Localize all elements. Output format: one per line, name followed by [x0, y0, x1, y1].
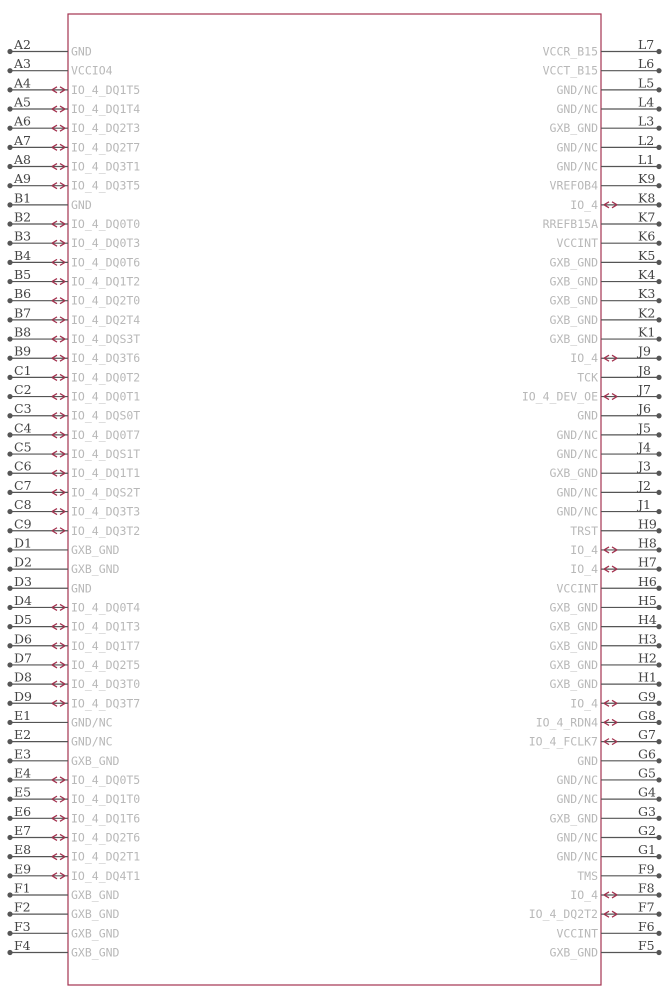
pin-endpoint-dot — [7, 49, 12, 54]
pin-number: H8 — [638, 535, 657, 551]
pin-number: B8 — [14, 324, 32, 340]
pin-name: IO_4_DQ1T2 — [71, 274, 141, 289]
pin-endpoint-dot — [656, 605, 661, 610]
pin-number: B6 — [14, 286, 32, 302]
left-pin-group — [7, 37, 140, 959]
pin-endpoint-dot — [7, 873, 12, 878]
pin-name: IO_4_DQ3T5 — [71, 178, 141, 193]
pin-name: TMS — [577, 868, 598, 883]
pin-endpoint-dot — [656, 682, 661, 687]
pin-endpoint-dot — [656, 356, 661, 361]
pin-number: E4 — [14, 765, 32, 781]
pin-name: TRST — [570, 523, 598, 538]
pin-name: IO_4_DQ3T1 — [71, 159, 141, 174]
pin-number: F2 — [14, 899, 31, 915]
pin-number: D1 — [14, 535, 32, 551]
pin-name: IO_4_DQ2T1 — [71, 849, 141, 864]
pin-name: IO_4_DQ0T7 — [71, 427, 141, 442]
right-pin-group — [522, 37, 662, 959]
pin-endpoint-dot — [7, 279, 12, 284]
pin-endpoint-dot — [7, 471, 12, 476]
pin-endpoint-dot — [656, 298, 661, 303]
pin-name: GXB_GND — [549, 312, 598, 327]
pin-name: IO_4_DQ2T0 — [71, 293, 141, 308]
pin-number: A6 — [14, 113, 31, 129]
pin-name: GXB_GND — [71, 907, 120, 922]
pin-number: A5 — [14, 94, 31, 110]
pin-number: G9 — [638, 688, 656, 704]
pin-endpoint-dot — [656, 528, 661, 533]
pin-endpoint-dot — [656, 432, 661, 437]
pin-name: IO_4 — [570, 562, 598, 577]
pin-name: IO_4 — [570, 696, 598, 711]
pin-number: L3 — [638, 113, 655, 129]
pin-name: GND/NC — [556, 140, 598, 155]
pin-endpoint-dot — [656, 394, 661, 399]
pin-number: E8 — [14, 842, 32, 858]
pin-number: D6 — [14, 631, 32, 647]
pin-number: A9 — [14, 171, 31, 187]
pin-number: B9 — [14, 343, 32, 359]
pin-number: D2 — [14, 554, 32, 570]
pin-name: GND/NC — [556, 792, 598, 807]
pin-endpoint-dot — [7, 950, 12, 955]
pin-endpoint-dot — [7, 605, 12, 610]
pin-name: IO_4 — [570, 887, 598, 902]
pin-name: GXB_GND — [549, 274, 598, 289]
pin-name: VREFOB4 — [549, 178, 598, 193]
pin-endpoint-dot — [656, 720, 661, 725]
pin-endpoint-dot — [656, 126, 661, 131]
pin-endpoint-dot — [7, 701, 12, 706]
pin-endpoint-dot — [656, 835, 661, 840]
pin-name: IO_4_DQ1T1 — [71, 466, 141, 481]
pin-name: VCCIO4 — [71, 63, 113, 78]
pin-number: L1 — [638, 152, 655, 168]
pin-name: GND/NC — [556, 102, 598, 117]
pin-endpoint-dot — [656, 221, 661, 226]
pin-endpoint-dot — [7, 317, 12, 322]
pin-endpoint-dot — [656, 624, 661, 629]
pin-number: G7 — [638, 727, 656, 743]
pin-number: H4 — [638, 612, 657, 628]
pin-endpoint-dot — [7, 586, 12, 591]
pin-number: F1 — [14, 880, 31, 896]
pin-name: VCCINT — [556, 236, 598, 251]
pin-number: G3 — [638, 803, 656, 819]
pin-endpoint-dot — [656, 950, 661, 955]
pin-number: J1 — [638, 497, 651, 513]
pin-number: E1 — [14, 707, 32, 723]
pin-number: C2 — [14, 382, 32, 398]
pin-name: IO_4 — [570, 197, 598, 212]
pin-number: F9 — [638, 861, 655, 877]
pin-name: GXB_GND — [71, 562, 120, 577]
pin-name: IO_4_DQS2T — [71, 485, 141, 500]
pin-number: G6 — [638, 746, 656, 762]
pin-number: B5 — [14, 267, 32, 283]
pin-name: IO_4_DQ3T0 — [71, 677, 141, 692]
pin-number: E3 — [14, 746, 32, 762]
pin-endpoint-dot — [7, 566, 12, 571]
pin-number: C3 — [14, 401, 32, 417]
pin-name: GND/NC — [556, 485, 598, 500]
pin-number: F8 — [638, 880, 655, 896]
pin-endpoint-dot — [656, 68, 661, 73]
pin-endpoint-dot — [7, 106, 12, 111]
pin-endpoint-dot — [656, 758, 661, 763]
pin-name: IO_4_DQ3T3 — [71, 504, 141, 519]
pin-name: IO_4_DQ1T3 — [71, 619, 141, 634]
pin-endpoint-dot — [656, 336, 661, 341]
pin-number: F4 — [14, 937, 31, 953]
pin-number: J4 — [638, 439, 651, 455]
pin-name: GXB_GND — [549, 657, 598, 672]
pin-number: L4 — [638, 94, 655, 110]
pin-name: IO_4_DQ0T3 — [71, 236, 141, 251]
pin-endpoint-dot — [7, 145, 12, 150]
pin-number: A4 — [14, 75, 31, 91]
pin-endpoint-dot — [656, 260, 661, 265]
pin-endpoint-dot — [7, 624, 12, 629]
pin-name: GXB_GND — [549, 332, 598, 347]
pin-endpoint-dot — [656, 49, 661, 54]
pin-endpoint-dot — [7, 758, 12, 763]
component-body — [68, 14, 601, 985]
pin-name: GXB_GND — [71, 542, 120, 557]
pin-number: C6 — [14, 458, 32, 474]
pin-number: K9 — [638, 171, 656, 187]
pin-endpoint-dot — [656, 317, 661, 322]
pin-number: C7 — [14, 477, 32, 493]
pin-name: GXB_GND — [549, 121, 598, 136]
pin-endpoint-dot — [656, 662, 661, 667]
pin-name: IO_4_DQ0T0 — [71, 217, 141, 232]
pin-endpoint-dot — [656, 854, 661, 859]
pin-name: VCCINT — [556, 581, 598, 596]
pin-endpoint-dot — [656, 471, 661, 476]
pin-number: B4 — [14, 247, 32, 263]
pin-number: K3 — [638, 286, 656, 302]
pin-number: F7 — [638, 899, 655, 915]
pin-endpoint-dot — [7, 298, 12, 303]
pin-endpoint-dot — [656, 873, 661, 878]
pin-name: GND/NC — [556, 849, 598, 864]
pin-name: GND — [577, 753, 598, 768]
pin-name: GND/NC — [556, 427, 598, 442]
pin-endpoint-dot — [656, 241, 661, 246]
pin-number: K5 — [638, 247, 656, 263]
pin-number: G2 — [638, 822, 656, 838]
pin-endpoint-dot — [656, 451, 661, 456]
pin-name: GXB_GND — [549, 293, 598, 308]
pin-number: L6 — [638, 56, 655, 72]
pin-endpoint-dot — [7, 432, 12, 437]
pin-endpoint-dot — [7, 720, 12, 725]
pin-name: GND/NC — [556, 772, 598, 787]
pin-name: IO_4_DQ2T5 — [71, 657, 141, 672]
pin-number: G1 — [638, 842, 656, 858]
pin-name: IO_4_DQ2T3 — [71, 121, 141, 136]
pin-name: IO_4_DQ0T6 — [71, 255, 141, 270]
pin-name: GND — [71, 197, 92, 212]
pin-number: B3 — [14, 228, 32, 244]
pin-name: IO_4_DQ0T5 — [71, 772, 141, 787]
pin-name: GXB_GND — [549, 600, 598, 615]
pin-name: GND — [577, 408, 598, 423]
pin-endpoint-dot — [7, 892, 12, 897]
pin-number: G8 — [638, 707, 656, 723]
pin-name: IO_4_DQS1T — [71, 447, 141, 462]
pin-number: K1 — [638, 324, 656, 340]
pin-name: IO_4_DQ3T2 — [71, 523, 141, 538]
pin-endpoint-dot — [7, 260, 12, 265]
pin-endpoint-dot — [7, 547, 12, 552]
pin-number: C8 — [14, 497, 32, 513]
pin-name: GXB_GND — [549, 945, 598, 960]
pin-number: J2 — [638, 477, 651, 493]
pin-number: L7 — [638, 37, 655, 52]
pin-number: D3 — [14, 573, 32, 589]
pin-number: B1 — [14, 190, 32, 206]
pin-number: D7 — [14, 650, 32, 666]
pin-number: K4 — [638, 267, 656, 283]
pin-endpoint-dot — [7, 356, 12, 361]
pin-number: F5 — [638, 937, 655, 953]
pin-number: J9 — [638, 343, 651, 359]
pin-name: VCCT_B15 — [542, 63, 598, 78]
pin-endpoint-dot — [7, 375, 12, 380]
pin-endpoint-dot — [7, 528, 12, 533]
pin-endpoint-dot — [656, 279, 661, 284]
pin-endpoint-dot — [7, 797, 12, 802]
pin-number: E9 — [14, 861, 32, 877]
pin-f5 — [550, 938, 662, 960]
pin-number: A7 — [14, 132, 31, 148]
pin-endpoint-dot — [656, 164, 661, 169]
pin-endpoint-dot — [7, 739, 12, 744]
pin-name: GXB_GND — [549, 638, 598, 653]
pin-endpoint-dot — [7, 336, 12, 341]
pin-number: K6 — [638, 228, 656, 244]
pin-name: GND/NC — [556, 830, 598, 845]
pin-number: L5 — [638, 75, 655, 91]
pin-name: IO_4_DQ2T4 — [71, 312, 141, 327]
pin-endpoint-dot — [656, 701, 661, 706]
pin-number: A3 — [14, 56, 31, 72]
pin-number: E2 — [14, 727, 32, 743]
pin-endpoint-dot — [656, 490, 661, 495]
pin-endpoint-dot — [656, 145, 661, 150]
pin-endpoint-dot — [7, 221, 12, 226]
pin-name: IO_4_DQ4T1 — [71, 868, 141, 883]
pin-endpoint-dot — [656, 777, 661, 782]
pin-name: GXB_GND — [71, 945, 120, 960]
pin-name: IO_4_DQ1T5 — [71, 82, 141, 97]
pin-name: IO_4 — [570, 542, 598, 557]
pin-endpoint-dot — [7, 241, 12, 246]
pin-name: GND/NC — [556, 447, 598, 462]
pin-number: E6 — [14, 803, 32, 819]
pin-name: IO_4_DQ2T2 — [528, 907, 598, 922]
pin-endpoint-dot — [7, 682, 12, 687]
pin-endpoint-dot — [7, 835, 12, 840]
pin-endpoint-dot — [7, 394, 12, 399]
pin-number: K7 — [638, 209, 656, 225]
pin-endpoint-dot — [656, 643, 661, 648]
pin-number: B7 — [14, 305, 32, 321]
pin-endpoint-dot — [7, 854, 12, 859]
pin-number: D4 — [14, 592, 32, 608]
pin-name: IO_4_DQ1T0 — [71, 792, 141, 807]
pin-name: GXB_GND — [549, 466, 598, 481]
pin-name: GXB_GND — [549, 255, 598, 270]
pin-name: IO_4_DQ1T6 — [71, 811, 141, 826]
pin-endpoint-dot — [7, 816, 12, 821]
pin-endpoint-dot — [7, 68, 12, 73]
pin-endpoint-dot — [7, 643, 12, 648]
pin-endpoint-dot — [656, 586, 661, 591]
pin-name: IO_4_DQ3T7 — [71, 696, 141, 711]
pin-f4 — [7, 938, 119, 960]
pin-number: J6 — [638, 401, 651, 417]
pin-endpoint-dot — [7, 164, 12, 169]
pin-number: F3 — [14, 918, 31, 934]
pin-number: K2 — [638, 305, 656, 321]
pin-endpoint-dot — [656, 202, 661, 207]
pin-endpoint-dot — [7, 777, 12, 782]
pin-endpoint-dot — [656, 183, 661, 188]
pin-name: GND/NC — [556, 159, 598, 174]
pin-endpoint-dot — [656, 87, 661, 92]
pin-endpoint-dot — [7, 662, 12, 667]
pin-name: IO_4_DQ0T1 — [71, 389, 141, 404]
pin-number: G5 — [638, 765, 656, 781]
pin-endpoint-dot — [7, 509, 12, 514]
pin-endpoint-dot — [7, 183, 12, 188]
pin-endpoint-dot — [656, 931, 661, 936]
pin-number: H9 — [638, 516, 657, 532]
pin-name: GND/NC — [71, 734, 113, 749]
pin-number: K8 — [638, 190, 656, 206]
pin-number: D5 — [14, 612, 32, 628]
pin-number: G4 — [638, 784, 656, 800]
pin-number: C4 — [14, 420, 32, 436]
pin-name: GXB_GND — [71, 926, 120, 941]
pin-name: RREFB15A — [542, 217, 598, 232]
pin-name: VCCR_B15 — [542, 44, 598, 59]
pin-name: VCCINT — [556, 926, 598, 941]
pin-endpoint-dot — [656, 739, 661, 744]
pin-endpoint-dot — [656, 797, 661, 802]
pin-name: GND — [71, 581, 92, 596]
pin-name: TCK — [577, 370, 598, 385]
pin-endpoint-dot — [656, 912, 661, 917]
pin-name: IO_4_DQ0T2 — [71, 370, 141, 385]
pin-endpoint-dot — [656, 547, 661, 552]
pin-number: J3 — [638, 458, 651, 474]
pin-endpoint-dot — [7, 126, 12, 131]
pin-name: GXB_GND — [549, 811, 598, 826]
pin-number: H6 — [638, 573, 657, 589]
pin-number: F6 — [638, 918, 655, 934]
pin-endpoint-dot — [656, 509, 661, 514]
pin-number: D8 — [14, 669, 32, 685]
pin-number: J5 — [638, 420, 651, 436]
pin-name: IO_4_DQ3T6 — [71, 351, 141, 366]
pin-name: IO_4_DQ0T4 — [71, 600, 141, 615]
pin-name: IO_4_RDN4 — [535, 715, 598, 730]
pin-name: GXB_GND — [71, 753, 120, 768]
pin-number: B2 — [14, 209, 32, 225]
pin-endpoint-dot — [7, 931, 12, 936]
pin-name: GND/NC — [556, 504, 598, 519]
pin-endpoint-dot — [656, 375, 661, 380]
pin-endpoint-dot — [656, 413, 661, 418]
pin-name: GND/NC — [71, 715, 113, 730]
pin-number: A8 — [14, 152, 31, 168]
pin-number: H7 — [638, 554, 657, 570]
pin-endpoint-dot — [7, 202, 12, 207]
pin-endpoint-dot — [656, 892, 661, 897]
pin-name: GND/NC — [556, 82, 598, 97]
pin-number: H2 — [638, 650, 657, 666]
pin-name: GXB_GND — [549, 677, 598, 692]
pin-name: IO_4_DQ1T7 — [71, 638, 141, 653]
pin-endpoint-dot — [656, 106, 661, 111]
pin-name: IO_4_DQS0T — [71, 408, 141, 423]
pin-number: H5 — [638, 592, 657, 608]
pin-name: IO_4_DQ2T7 — [71, 140, 141, 155]
pin-name: GND — [71, 44, 92, 59]
pin-number: C5 — [14, 439, 32, 455]
pin-endpoint-dot — [7, 413, 12, 418]
pin-name: GXB_GND — [71, 887, 120, 902]
pin-endpoint-dot — [7, 490, 12, 495]
pin-endpoint-dot — [7, 912, 12, 917]
pin-endpoint-dot — [656, 816, 661, 821]
pin-name: GXB_GND — [549, 619, 598, 634]
pin-name: IO_4 — [570, 351, 598, 366]
pin-name: IO_4_DQS3T — [71, 332, 141, 347]
pin-endpoint-dot — [656, 566, 661, 571]
pin-name: IO_4_FCLK7 — [528, 734, 598, 749]
pin-number: J7 — [638, 382, 651, 398]
pin-number: H1 — [638, 669, 657, 685]
pin-number: C9 — [14, 516, 32, 532]
pin-endpoint-dot — [7, 451, 12, 456]
pin-number: L2 — [638, 132, 655, 148]
pin-name: IO_4_DQ2T6 — [71, 830, 141, 845]
pin-number: E5 — [14, 784, 32, 800]
pin-name: IO_4_DEV_OE — [521, 389, 598, 404]
pin-number: J8 — [638, 362, 651, 378]
pin-number: E7 — [14, 822, 32, 838]
pin-number: C1 — [14, 362, 32, 378]
pin-name: IO_4_DQ1T4 — [71, 102, 141, 117]
pin-number: H3 — [638, 631, 657, 647]
pin-number: A2 — [14, 37, 31, 52]
pin-number: D9 — [14, 688, 32, 704]
pin-endpoint-dot — [7, 87, 12, 92]
